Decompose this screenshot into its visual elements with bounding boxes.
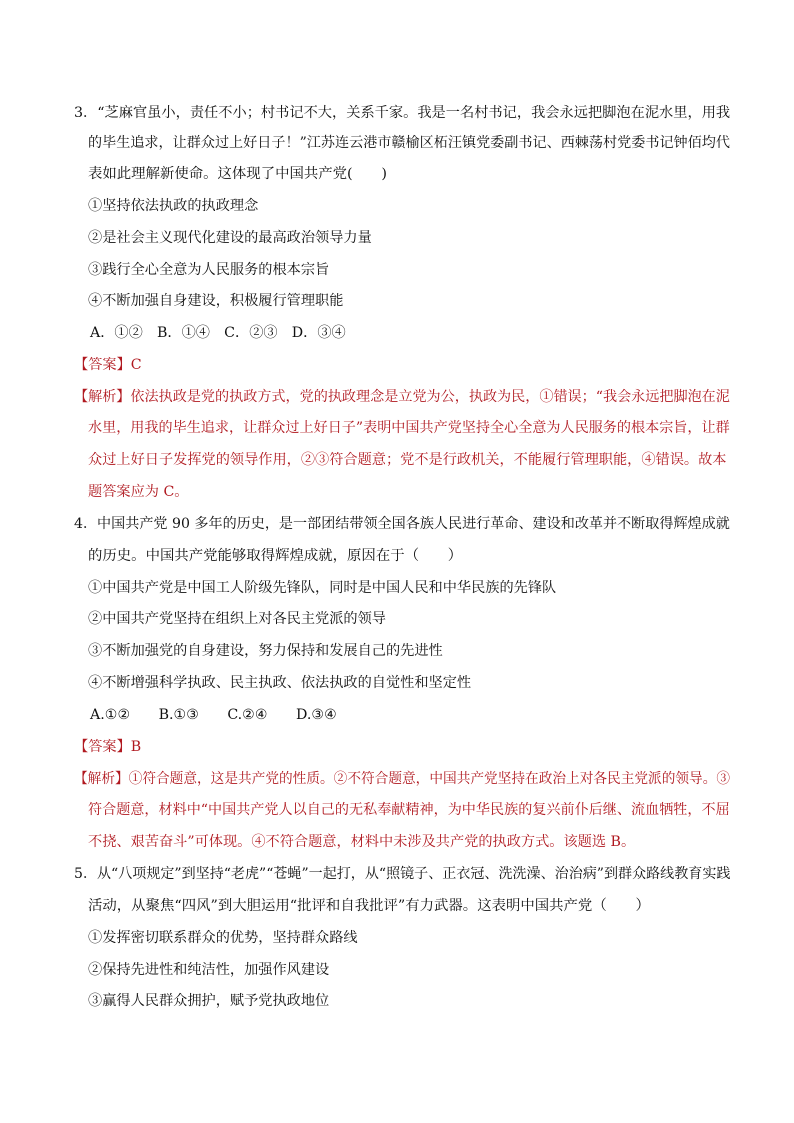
q4-stem-line-2: 的历史。中国共产党能够取得辉煌成就，原因在于（ ） <box>88 548 463 564</box>
answer-label: 【答案】 <box>74 357 131 373</box>
answer-label: 【答案】 <box>74 739 131 755</box>
q4-analysis-line-1 <box>74 769 730 789</box>
q3-option-4: ④不断加强自身建设，积极履行管理职能 <box>88 293 344 309</box>
q3-option-3: ③践行全心全意为人民服务的根本宗旨 <box>88 262 330 278</box>
analysis-text: 依法执政是党的执政方式，党的执政理念是立党为公，执政为民，①错误；“我会永远把脚泡在泥 <box>130 389 730 405</box>
q5-option-1: ①发挥密切联系群众的优势，坚持群众路线 <box>88 930 358 946</box>
q3-option-1: ①坚持依法执政的执政理念 <box>88 198 259 214</box>
q3-option-2: ②是社会主义现代化建设的最高政治领导力量 <box>88 230 372 246</box>
analysis-text: ①符合题意，这是共产党的性质。②不符合题意，中国共产党坚持在政治上对各民主党派的领导。③ <box>128 771 731 787</box>
q4-analysis-line-2: 符合题意，材料中“中国共产党人以自己的无私奉献精神，为中华民族的复兴前仆后继、流血牺牲，不屈 <box>88 802 730 818</box>
q3-choices: A．①② B．①④ C．②③ D．③④ <box>90 325 346 341</box>
answer-value: C <box>130 357 142 373</box>
q3-answer <box>74 355 142 375</box>
q4-option-3: ③不断加强党的自身建设，努力保持和发展自己的先进性 <box>88 643 443 659</box>
q4-choices: A.①② B.①③ C.②④ D.③④ <box>90 707 337 723</box>
q4-analysis-line-3: 不挠、艰苦奋斗”可体现。④不符合题意，材料中未涉及共产党的执政方式。该题选 B。 <box>88 834 636 850</box>
q3-stem-line-1: 3．“芝麻官虽小，责任不小；村书记不大，关系千家。我是一名村书记，我会永远把脚泡在泥水里，用我 <box>74 105 731 121</box>
q5-option-3: ③赢得人民群众拥护，赋予党执政地位 <box>88 993 330 1009</box>
q3-analysis-line-4: 题答案应为 C。 <box>88 484 189 500</box>
q5-stem-line-1: 5．从“八项规定”到坚持“老虎”“苍蝇”一起打，从“照镜子、正衣冠、洗洗澡、治治病”到群众路线教育实践 <box>74 866 731 882</box>
q4-stem-line-1: 4．中国共产党 90 多年的历史，是一部团结带领全国各族人民进行革命、建设和改革并不断取得辉煌成就 <box>74 516 730 532</box>
q3-stem-line-3: 表如此理解新使命。这体现了中国共产党( ) <box>88 166 388 182</box>
q4-option-1: ①中国共产党是中国工人阶级先锋队，同时是中国人民和中华民族的先锋队 <box>88 580 557 596</box>
q3-analysis-line-1 <box>74 387 730 407</box>
analysis-label: 【解析】 <box>74 771 129 787</box>
answer-value: B <box>130 739 142 755</box>
analysis-label: 【解析】 <box>74 389 131 405</box>
q3-analysis-line-2: 水里，用我的毕生追求，让群众过上好日子”表明中国共产党坚持全心全意为人民服务的根本宗旨，让群 <box>88 420 730 436</box>
q5-stem-line-2: 活动，从聚焦“四风”到大胆运用“批评和自我批评”有力武器。这表明中国共产党（ ） <box>88 898 650 914</box>
q3-stem-line-2: 的毕生追求，让群众过上好日子！”江苏连云港市赣榆区柘汪镇党委副书记、西棘荡村党委书记钟佰均代 <box>88 135 730 151</box>
q3-analysis-line-3: 众过上好日子发挥党的领导作用，②③符合题意；党不是行政机关，不能履行管理职能，④错误。故本 <box>88 452 727 468</box>
q4-option-4: ④不断增强科学执政、民主执政、依法执政的自觉性和坚定性 <box>88 675 472 691</box>
q5-option-2: ②保持先进性和纯洁性，加强作风建设 <box>88 962 330 978</box>
q4-option-2: ②中国共产党坚持在组织上对各民主党派的领导 <box>88 611 386 627</box>
q4-answer <box>74 737 141 757</box>
